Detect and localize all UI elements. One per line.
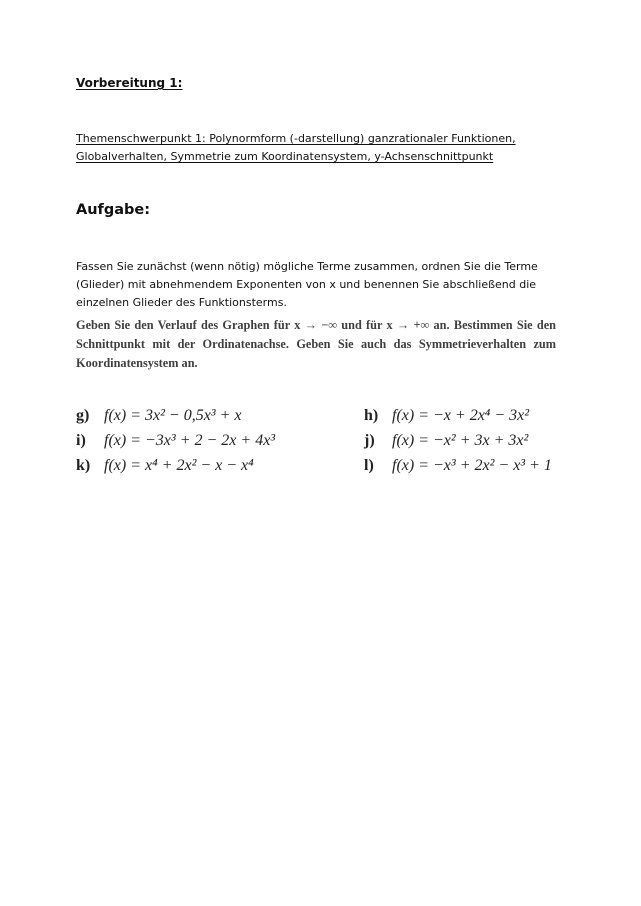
exercise-label: j) (364, 432, 375, 449)
exercise-h (364, 407, 529, 425)
exercise-i (76, 432, 275, 450)
exercise-label: l) (364, 457, 374, 474)
exercise-expression: f(x) = −x³ + 2x² − x³ + 1 (392, 457, 552, 474)
exercise-label: h) (364, 407, 379, 424)
exercise-label: g) (76, 407, 90, 424)
exercise-j (364, 432, 528, 450)
preparation-heading: Vorbereitung 1: (76, 76, 183, 90)
exercise-g (76, 407, 242, 425)
exercise-l (364, 457, 552, 475)
exercise-expression: f(x) = −x + 2x⁴ − 3x² (392, 407, 530, 424)
exercise-k (76, 457, 254, 475)
focus-line-1: Themenschwerpunkt 1: Polynormform (-darstellung) ganzrationaler Funktionen, (76, 132, 516, 145)
exercise-expression: f(x) = −3x³ + 2 − 2x + 4x³ (104, 432, 276, 449)
task-heading: Aufgabe: (76, 202, 151, 218)
book-excerpt-text: Geben Sie den Verlauf des Graphen für x → −∞ und für x → +∞ an. Bestimmen Sie den Schnittpunkt mit der Ordinatenachse. Geben Sie auch das Symmetrieverhalten zum Koordinatensystem an. (76, 318, 556, 370)
focus-topic (76, 130, 576, 166)
exercise-expression: f(x) = −x² + 3x + 3x² (392, 432, 529, 449)
exercise-label: i) (76, 432, 86, 449)
focus-line-2: Globalverhalten, Symmetrie zum Koordinatensystem, y-Achsenschnittpunkt (76, 150, 494, 163)
exercise-expression: f(x) = 3x² − 0,5x³ + x (104, 407, 242, 424)
exercise-expression: f(x) = x⁴ + 2x² − x − x⁴ (104, 457, 254, 474)
exercise-label: k) (76, 457, 91, 474)
task-instruction: Fassen Sie zunächst (wenn nötig) mögliche Terme zusammen, ordnen Sie die Terme (Glieder) mit abnehmendem Exponenten von x und benennen Sie abschließend die einzelnen Glieder des Funktionsterms. (76, 260, 538, 309)
